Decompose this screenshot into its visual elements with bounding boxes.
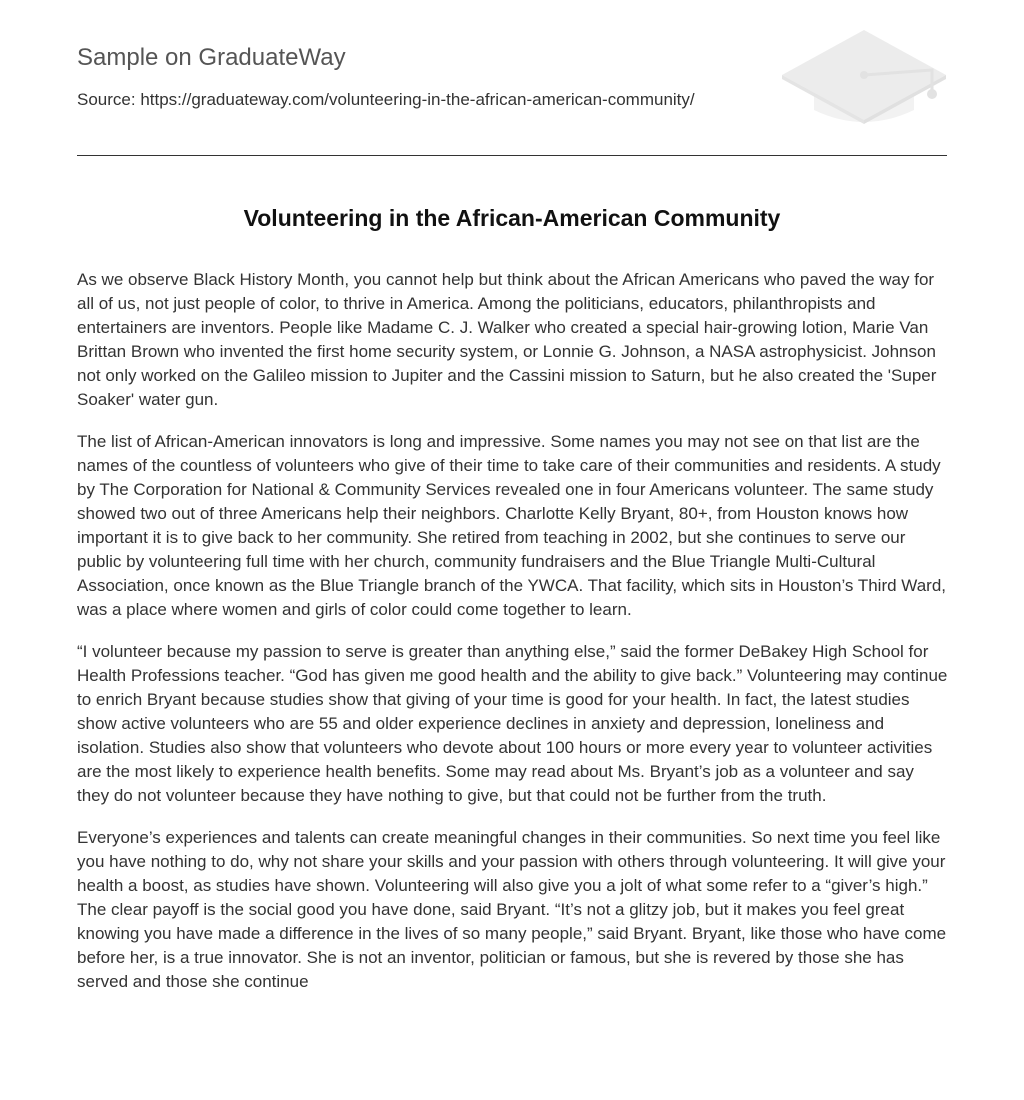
- article-title: Volunteering in the African-American Community: [243, 205, 781, 231]
- page-header: [77, 40, 947, 156]
- header-divider: [77, 155, 947, 156]
- paragraph: Everyone’s experiences and talents can create meaningful changes in their communities. So next time you feel like you have nothing to do, why not share your skills and your passion with others through volunteering. It will give your health a boost, as studies have shown. Volunteering will also give you a jolt of what some refer to a “giver’s high.” The clear payoff is the social good you have done, said Bryant. “It’s not a glitzy job, but it makes you feel great knowing you have made a difference in the lives of so many people,” said Bryant. Bryant, like those who have come before her, is a true innovator. She is not an inventor, politician or famous, but she is revered by those she has served and those she continue: [77, 828, 947, 991]
- graduation-cap-icon: [782, 30, 947, 135]
- paragraph: As we observe Black History Month, you cannot help but think about the African Americans who paved the way for all of us, not just people of color, to thrive in America. Among the politicians, educators, philanthropists and entertainers are inventors. People like Madame C. J. Walker who created a special hair-growing lotion, Marie Van Brittan Brown who invented the first home security system, or Lonnie G. Johnson, a NASA astrophysicist. Johnson not only worked on the Galileo mission to Jupiter and the Cassini mission to Saturn, but he also created the 'Super Soaker' water gun.: [77, 270, 937, 409]
- article-body: [77, 268, 949, 1012]
- source-line: [77, 90, 695, 110]
- paragraph: The list of African-American innovators is long and impressive. Some names you may not see on that list are the names of the countless of volunteers who give of their time to take care of their communities and residents. A study by The Corporation for National & Community Services revealed one in four Americans volunteer. The same study showed two out of three Americans help their neighbors. Charlotte Kelly Bryant, 80+, from Houston knows how important it is to give back to her community. She retired from teaching in 2002, but she continues to serve our public by volunteering full time with her church, community fundraisers and the Blue Triangle Multi-Cultural Association, once known as the Blue Triangle branch of the YWCA. That facility, which sits in Houston’s Third Ward, was a place where women and girls of color could come together to learn.: [77, 432, 946, 619]
- source-link[interactable]: https://graduateway.com/volunteering-in-the-african-american-community/: [140, 90, 695, 109]
- paragraph: “I volunteer because my passion to serve is greater than anything else,” said the former DeBakey High School for Health Professions teacher. “God has given me good health and the ability to give back.” Volunteering may continue to enrich Bryant because studies show that giving of your time is good for your health. In fact, the latest studies show active volunteers who are 55 and older experience declines in anxiety and depression, loneliness and isolation. Studies also show that volunteers who devote about 100 hours or more every year to volunteer activities are the most likely to experience health benefits. Some may read about Ms. Bryant’s job as a volunteer and say they do not volunteer because they have nothing to give, but that could not be further from the truth.: [77, 642, 948, 805]
- site-title: Sample on GraduateWay: [77, 44, 346, 71]
- source-label: Source:: [77, 90, 141, 109]
